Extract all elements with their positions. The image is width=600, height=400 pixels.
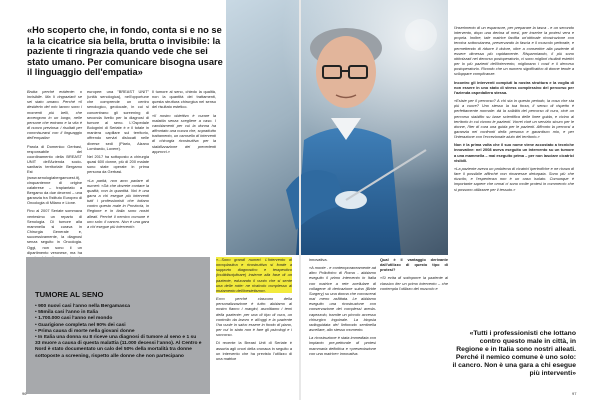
- info-item: • 55mila casi l'anno in Italia: [35, 310, 98, 316]
- col5-question: Qual è il vantaggio derivante dall'utilizzo di questo tipo di protesi?: [380, 257, 448, 273]
- col6-paragraph: Non è la prima volta che il suo nome viene accostato a tecniche innovative: nel 2008 aveva eseguito un intervento su un tumore a una mammella – mai eseguito prima – per non lasciare cicatrici visibili.: [454, 142, 574, 163]
- col1-intro: Brutta perché evidente: o invisibile. Ma lì ringraziarti se sei stato umano. Perché «il desiderio del mio lavoro sono i momenti più belli, che avvengono in un luogo, nelle persone che entrano e la vita è di nuovo preziosa: i risultati per commisurarsi con il linguaggio dell'empatia»: [27, 89, 82, 141]
- page-number-left: 96: [22, 391, 27, 396]
- col1-paragraph: Fino al 2007 Seriate sommava ventesimo un reparto di Senologia. Di tumore alla mammella si curava in Chirurgia Generale e, successivamente, la diagnosi senza seguito in Oncologia. Oggi, non sono il un dipartimento veronese, ma ha: [27, 208, 82, 255]
- col4-paragraph: «A monte - e contemporaneamente ad altro Policlinico di Roma - abbiamo eseguito il primo intervento in Italia con matrice a rete acellulare di collagene di derivazione suina (Bride Surgery) su una donna che conoscerai mai meno asfittata. Le abbiamo eseguito una ricostruzione con conservazione dei complessi areola-capezzolo, tramite un piccolo accesso chirurgico inguinale. La biopsia radioguidata del linfonodo sentinella ascellare, allo stesso momento.: [309, 265, 376, 333]
- info-box-title: TUMORE AL SENO: [35, 290, 104, 299]
- info-box-list: [35, 304, 203, 360]
- info-item: • 1.700.000 casi l'anno nel mondo: [35, 316, 113, 322]
- page-number-right: 97: [572, 391, 577, 396]
- info-box: [26, 257, 210, 394]
- doctor-illustration: [226, 0, 448, 255]
- info-item: • In Italia una donna su 8 riceve una diagnosi di tumore al seno e 1 su 33 muore a causa di questa malattia (11.000 decessi l'anno). Al Centro e Nord è stato documentato un calo del 50% della mortalità tra donne sottoposte a screening, rispetto alle donne che non partecipano: [35, 335, 202, 359]
- column-3: [216, 257, 292, 392]
- doctor-photo: [226, 0, 448, 255]
- col3-paragraph: Di recente la Breast Unit di Seriate è assurta agli onori della cronaca in seguito a un intervento che ha previsto l'utilizzo di una matrice: [216, 340, 292, 361]
- pull-quote-left: «Ho scoperto che, in fondo, conta si e no se la la cicatrice sia bella, brutta o invisibile: la paziente ti ringrazia quando vede che sei stato umano. Per comunicare bisogna usare il linguaggio dell'empatia»: [27, 25, 223, 78]
- column-2b: [152, 89, 216, 257]
- col1-paragraph: Parola di Domenico Gerbasi, responsabile del coordinamento della BREAST UNIT dell'Azienda socio-sanitaria territoriale Bergamo Est (www.senologiabergamoest.it), cinquantenne di origine calabrese – trapiantato a Bergamo da due decenni – una garanzia tra l'Istituto Europeo di Oncologia di Milano e Lione.: [27, 143, 82, 206]
- info-item: • 900 nuovi casi l'anno nella Bergamasca: [35, 304, 131, 309]
- col6-answer: «Esiste per il percorso? A chi sta in questo periodo, la cosa che sta più a cuore? Uno stesso la tua forza, il senso di rispetto è perfettamente normale: dà la solidità del percorso di cura, cioè un percorso stabilito su base scientifica delle linee guida, e vicino al territorio in cui vivono le pazienti. Vorrei cioè un servizio sicuro per le donne, l'iter di cura una guida per le pazienti. Affronto la percorsi a garanzia nei confronti della persona e garantisco mio, e per l'interazione con l'eccezionale aiuto del territorio.»: [454, 98, 574, 140]
- column-6: [454, 25, 574, 353]
- column-2: [87, 89, 149, 255]
- col6-paragraph: «La paziente aveva un problema di cicatrici ipertrofiche e ne ricava di fare il possibile affinché non rimanesse deturpata. Sono più che riuscito, e l'esperienza non è un caso isolato. Comunque è importante sapere che ormai ci sono molte protesi in commercio che si possono utilizzare per il tessuto.»: [454, 165, 574, 192]
- col2b-paragraph: «Il nostro obiettivo è curare la malattia senza scegliere a caso. I cambiamenti per cui la donna ha affrontato una nuova che, soprattutto trattamento, un carosello di interventi di chirurgia ricostruttiva per la stabilizzazione dei precedenti approcci.»: [152, 112, 216, 154]
- column-4: [309, 257, 376, 392]
- col2-paragraph: «La parità, non amo parlare di numeri: «Dà che dovrete contare la qualità, non la quantità. Noi è una garra a chi esegue più interventi tutti i professionisti che lottano contro questo male in Provincia, in Regione e in Italia sono nostri alleati. Perché il nemico comune è uno solo: il cancro. Non è una gara a chi esegue più interventi».: [87, 177, 149, 229]
- column-5: [380, 257, 448, 337]
- col4-paragraph: innovativa.: [309, 257, 328, 262]
- spread-gutter: [299, 0, 301, 400]
- col6-intro: l'inserimento di un espansore, per preparare la tasca - e un secondo intervento, dopo una decina di mesi, per inserire la protesi vera e propria. Inoltre, tale matrice facilita un'ottimale ricostruzione con tecnica sottocutanea, preservando la fascia e il muscolo pettorale, e permettendo di ridurre il dolore, oltre a consentire alla paziente di essere dimessa più rapidamente. Risparmiando, il più sono ottimizzati nel decorso postoperatorio, ci sono migliori risultati estetici per lo più pazienti dell'intervento, migliorano i costi e il decorso postoperatorio. Ricordo che un numero significativo di donne tende a sviluppare complicanze.: [454, 25, 574, 77]
- col2b-paragraph: Il tumore al seno, chiedo la qualità, non la quantità dei trattamenti, questa struttura chirurgica nel senso del risultato estetico.: [152, 89, 216, 110]
- col6-question: Incontro gli interventi compiuti la nostra struttura e la voglia di non essere in uno stato di stress complessivo del percorso per l'azienda ospedaliera stessa.: [454, 79, 574, 95]
- info-item: • Prima causa di morte nella giovani donne: [35, 328, 135, 334]
- col2-paragraph: Nel 2017 ha sottoposto a chirurgia quasi 600 donne, più di 200 malate sono state operate in prima persona da Gerbasi.: [87, 153, 149, 175]
- col3-highlighted: «...Sono grandi numeri. L'intervento di oncoplastica e ricostruttiva si fonde a supporto diagnostico e terapeutico (multidisciplinare) insieme alla fase di un paziente, educando il vuoto che si sente una delle rotte: ne ricalcolo complesso al mutamento dell'inestetismo».: [216, 257, 292, 293]
- col3-paragraph: Ecco perché ciascuno della personalizzazione è tutto: abbiamo al nostro fianco i margini, ascoltiamo i temi della paziente: per una di tipo di cura, un controllo da lavoro e all'oggi e la paziente l'ha vuole in salvo essere in fondo di piano, per cui lo stato non è fare gli psicologi e i soccorso.: [216, 296, 292, 338]
- col5-answer: «Si evita di sottoporre la paziente al classico iter un primo intervento – che contempla l'utilizzo del muscolo e: [380, 275, 448, 291]
- info-item: • Guarigione completa nel 90% dei casi: [35, 322, 126, 328]
- col4-paragraph: La ricostruzione è stata immediata con impianto pre-pettorale di protesi mammaria definitiva e «presentazione con una matrice» innovativa.: [309, 335, 376, 356]
- pull-quote-right: «Tutti i professionisti che lottano contro questo male in città, in Regione e in Italia sono nostri alleati. Perché il nemico comune è uno solo: il cancro. Non è una gara a chi esegue più interventi»: [452, 330, 576, 377]
- col2-paragraph: europee: una "BREAST UNIT" (unità senologica), nell'opportune che comprende un centro senologico, geolocale, in cui si concentrano gli screening di seconda livello per la diagnosi di tumore al seno. L'Ospedale Bolognini di Seriate è e il totale in maniera capillare sul territorio, offrendo servizi dislocati nelle diverse sedi (Piario, Alzano Lombardo, Lovere).: [87, 89, 149, 151]
